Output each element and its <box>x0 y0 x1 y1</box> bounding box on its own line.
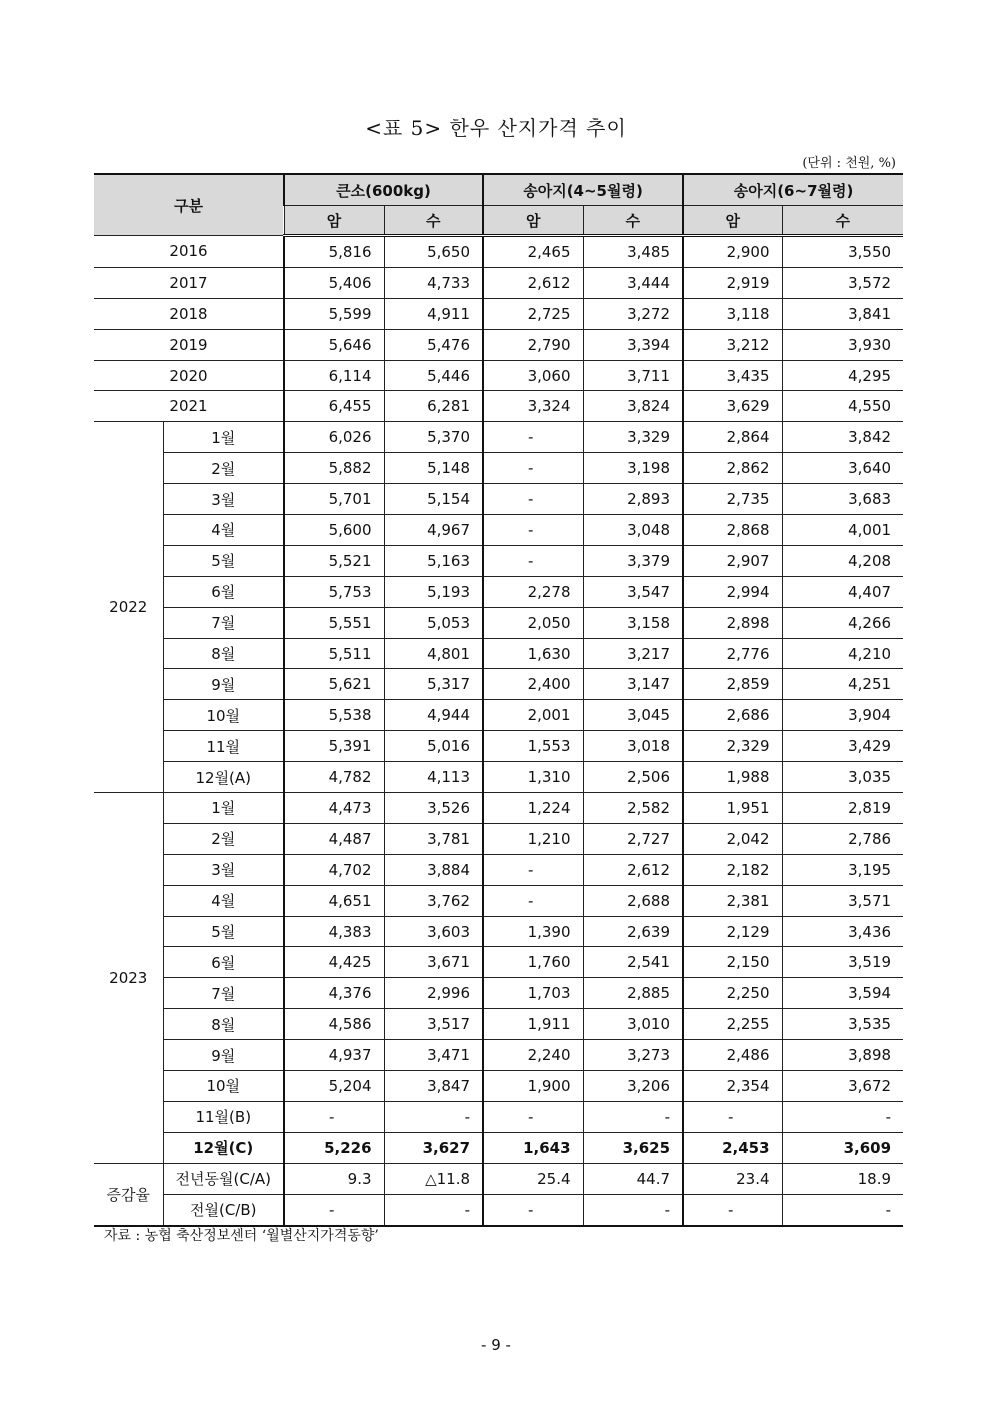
table-row <box>94 1194 903 1225</box>
table-cell: 2,486 <box>683 1040 782 1071</box>
table-cell: 3,841 <box>782 298 903 329</box>
page-title: <표 5> 한우 산지가격 추이 <box>365 116 627 140</box>
month-label: 11월(B) <box>163 1101 284 1132</box>
header-group-calf-6-7: 송아지(6~7월령) <box>683 174 903 206</box>
table-cell: 2,727 <box>583 823 683 854</box>
table-cell: 3,517 <box>384 1009 483 1040</box>
table-body <box>94 236 903 1226</box>
row-label: 2016 <box>94 236 284 268</box>
row-label: 2019 <box>94 329 284 360</box>
table-cell: 2,688 <box>583 885 683 916</box>
table-row <box>94 947 903 978</box>
table-cell: - <box>284 1194 384 1225</box>
table-cell: 4,251 <box>782 669 903 700</box>
table-cell: 2,506 <box>583 762 683 793</box>
table-cell: 5,599 <box>284 298 384 329</box>
table-cell: 5,016 <box>384 731 483 762</box>
table-cell: 4,967 <box>384 515 483 546</box>
table-cell: 5,511 <box>284 638 384 669</box>
table-cell: 4,944 <box>384 700 483 731</box>
table-cell: 5,154 <box>384 484 483 515</box>
table-cell: △11.8 <box>384 1163 483 1194</box>
table-cell: - <box>583 1194 683 1225</box>
table-cell: - <box>583 1101 683 1132</box>
table-cell: 4,782 <box>284 762 384 793</box>
table-cell: 5,551 <box>284 607 384 638</box>
table-cell: 4,801 <box>384 638 483 669</box>
table-cell: 3,671 <box>384 947 483 978</box>
month-label: 6월 <box>163 576 284 607</box>
table-cell: 2,725 <box>483 298 583 329</box>
table-row <box>94 607 903 638</box>
table-cell: - <box>483 885 583 916</box>
month-label: 1월 <box>163 422 284 453</box>
table-cell: 2,255 <box>683 1009 782 1040</box>
table-cell: 4,487 <box>284 823 384 854</box>
table-cell: 3,519 <box>782 947 903 978</box>
table-cell: 3,206 <box>583 1071 683 1102</box>
table-cell: 3,435 <box>683 360 782 391</box>
table-cell: 2,050 <box>483 607 583 638</box>
table-cell: 4,733 <box>384 267 483 298</box>
table-cell: 3,436 <box>782 916 903 947</box>
table-cell: 4,001 <box>782 515 903 546</box>
table-cell: 5,476 <box>384 329 483 360</box>
header-female: 암 <box>483 206 583 236</box>
change-row-label: 전월(C/B) <box>163 1194 284 1225</box>
month-label: 2월 <box>163 823 284 854</box>
table-cell: - <box>483 484 583 515</box>
table-cell: 2,278 <box>483 576 583 607</box>
month-label: 12월(A) <box>163 762 284 793</box>
table-cell: 4,208 <box>782 545 903 576</box>
table-cell: 3,158 <box>583 607 683 638</box>
table-cell: 25.4 <box>483 1163 583 1194</box>
table-cell: 4,937 <box>284 1040 384 1071</box>
table-row <box>94 329 903 360</box>
table-cell: 2,864 <box>683 422 782 453</box>
month-label: 6월 <box>163 947 284 978</box>
table-cell: 3,010 <box>583 1009 683 1040</box>
table-cell: 3,594 <box>782 978 903 1009</box>
table-cell: - <box>483 545 583 576</box>
table-cell: 2,994 <box>683 576 782 607</box>
table-row <box>94 1163 903 1194</box>
table-cell: 3,035 <box>782 762 903 793</box>
source-note: 자료 : 농협 축산정보센터 ‘월별산지가격동향’ <box>104 1228 379 1244</box>
table-row <box>94 391 903 422</box>
table-cell: 5,521 <box>284 545 384 576</box>
table-row <box>94 669 903 700</box>
table-cell: 1,210 <box>483 823 583 854</box>
table-cell: 3,272 <box>583 298 683 329</box>
table-cell: 3,198 <box>583 453 683 484</box>
table-cell: 1,310 <box>483 762 583 793</box>
table-row <box>94 854 903 885</box>
table-row <box>94 1132 903 1163</box>
month-label: 8월 <box>163 638 284 669</box>
table-row <box>94 638 903 669</box>
row-label: 2020 <box>94 360 284 391</box>
month-label: 9월 <box>163 1040 284 1071</box>
table-row <box>94 453 903 484</box>
table-cell: 1,643 <box>483 1132 583 1163</box>
table-cell: 5,406 <box>284 267 384 298</box>
table-cell: 3,147 <box>583 669 683 700</box>
table-cell: 6,281 <box>384 391 483 422</box>
header-group-calf-4-5: 송아지(4~5월령) <box>483 174 683 206</box>
table-cell: 4,210 <box>782 638 903 669</box>
table-cell: 5,600 <box>284 515 384 546</box>
table-cell: 3,018 <box>583 731 683 762</box>
table-cell: 5,646 <box>284 329 384 360</box>
table-cell: 3,609 <box>782 1132 903 1163</box>
table-cell: 3,118 <box>683 298 782 329</box>
table-cell: 4,550 <box>782 391 903 422</box>
header-male: 수 <box>583 206 683 236</box>
table-cell: 4,113 <box>384 762 483 793</box>
table-cell: 2,400 <box>483 669 583 700</box>
table-cell: 2,898 <box>683 607 782 638</box>
table-cell: 2,182 <box>683 854 782 885</box>
month-label: 2월 <box>163 453 284 484</box>
row-label: 2017 <box>94 267 284 298</box>
table-cell: 3,824 <box>583 391 683 422</box>
change-row-label: 전년동월(C/A) <box>163 1163 284 1194</box>
table-row <box>94 484 903 515</box>
table-cell: 5,204 <box>284 1071 384 1102</box>
table-cell: 5,391 <box>284 731 384 762</box>
table-cell: 2,893 <box>583 484 683 515</box>
table-cell: 2,790 <box>483 329 583 360</box>
table-cell: 3,324 <box>483 391 583 422</box>
table-cell: 23.4 <box>683 1163 782 1194</box>
table-cell: 5,753 <box>284 576 384 607</box>
price-table <box>94 173 903 1227</box>
table-cell: 2,240 <box>483 1040 583 1071</box>
table-cell: 1,390 <box>483 916 583 947</box>
table-cell: 3,535 <box>782 1009 903 1040</box>
table-cell: 5,701 <box>284 484 384 515</box>
table-cell: 4,383 <box>284 916 384 947</box>
header-female: 암 <box>284 206 384 236</box>
table-cell: 5,538 <box>284 700 384 731</box>
table-row <box>94 1101 903 1132</box>
month-label: 9월 <box>163 669 284 700</box>
month-label: 7월 <box>163 978 284 1009</box>
table-cell: 1,760 <box>483 947 583 978</box>
table-cell: 3,781 <box>384 823 483 854</box>
table-cell: 1,900 <box>483 1071 583 1102</box>
table-cell: 5,226 <box>284 1132 384 1163</box>
table-cell: 3,217 <box>583 638 683 669</box>
table-cell: 4,473 <box>284 793 384 824</box>
table-cell: 2,354 <box>683 1071 782 1102</box>
table-cell: 3,195 <box>782 854 903 885</box>
table-cell: 9.3 <box>284 1163 384 1194</box>
table-cell: - <box>782 1101 903 1132</box>
table-row <box>94 823 903 854</box>
table-cell: 3,640 <box>782 453 903 484</box>
table-row <box>94 731 903 762</box>
table-cell: 2,639 <box>583 916 683 947</box>
table-row <box>94 916 903 947</box>
table-cell: 3,045 <box>583 700 683 731</box>
table-cell: 2,582 <box>583 793 683 824</box>
table-cell: 1,911 <box>483 1009 583 1040</box>
table-cell: 2,453 <box>683 1132 782 1163</box>
row-label: 2018 <box>94 298 284 329</box>
table-cell: 3,627 <box>384 1132 483 1163</box>
table-cell: 3,379 <box>583 545 683 576</box>
table-cell: 1,630 <box>483 638 583 669</box>
month-label: 10월 <box>163 1071 284 1102</box>
table-cell: 5,446 <box>384 360 483 391</box>
table-cell: - <box>483 1101 583 1132</box>
header-female: 암 <box>683 206 782 236</box>
table-cell: 1,988 <box>683 762 782 793</box>
table-cell: 3,930 <box>782 329 903 360</box>
table-cell: 1,553 <box>483 731 583 762</box>
year-label: 2023 <box>94 793 163 1164</box>
month-label: 11월 <box>163 731 284 762</box>
table-cell: 4,407 <box>782 576 903 607</box>
table-cell: 5,816 <box>284 236 384 268</box>
table-cell: 3,571 <box>782 885 903 916</box>
table-row <box>94 576 903 607</box>
table-cell: 5,370 <box>384 422 483 453</box>
header-group-cattle: 큰소(600kg) <box>284 174 483 206</box>
year-label: 2022 <box>94 422 163 793</box>
month-label: 8월 <box>163 1009 284 1040</box>
table-cell: 4,266 <box>782 607 903 638</box>
table-cell: 3,603 <box>384 916 483 947</box>
table-cell: 2,996 <box>384 978 483 1009</box>
table-cell: 3,444 <box>583 267 683 298</box>
table-cell: 2,868 <box>683 515 782 546</box>
table-row <box>94 1040 903 1071</box>
table-cell: 5,882 <box>284 453 384 484</box>
table-cell: 5,163 <box>384 545 483 576</box>
table-cell: 3,842 <box>782 422 903 453</box>
table-cell: 2,150 <box>683 947 782 978</box>
table-cell: 2,907 <box>683 545 782 576</box>
table-cell: 44.7 <box>583 1163 683 1194</box>
table-cell: - <box>483 854 583 885</box>
table-cell: 3,572 <box>782 267 903 298</box>
table-cell: 4,586 <box>284 1009 384 1040</box>
table-row <box>94 422 903 453</box>
table-cell: 2,819 <box>782 793 903 824</box>
table-cell: 3,547 <box>583 576 683 607</box>
table-row <box>94 515 903 546</box>
table-cell: 3,329 <box>583 422 683 453</box>
table-cell: 3,471 <box>384 1040 483 1071</box>
table-row <box>94 236 903 268</box>
table-cell: 5,053 <box>384 607 483 638</box>
table-cell: 3,485 <box>583 236 683 268</box>
table-cell: 4,911 <box>384 298 483 329</box>
table-row <box>94 1009 903 1040</box>
table-cell: 2,381 <box>683 885 782 916</box>
table-cell: 1,703 <box>483 978 583 1009</box>
table-cell: 3,394 <box>583 329 683 360</box>
table-cell: 3,429 <box>782 731 903 762</box>
table-cell: 3,672 <box>782 1071 903 1102</box>
table-cell: - <box>384 1101 483 1132</box>
table-row <box>94 267 903 298</box>
table-cell: 4,425 <box>284 947 384 978</box>
page-number: - 9 - <box>481 1336 511 1354</box>
table-row <box>94 762 903 793</box>
table-cell: 2,686 <box>683 700 782 731</box>
table-cell: 2,919 <box>683 267 782 298</box>
table-cell: 2,859 <box>683 669 782 700</box>
table-cell: 2,541 <box>583 947 683 978</box>
month-label: 5월 <box>163 916 284 947</box>
month-label: 3월 <box>163 854 284 885</box>
table-cell: 2,885 <box>583 978 683 1009</box>
table-cell: 3,625 <box>583 1132 683 1163</box>
month-label: 12월(C) <box>163 1132 284 1163</box>
table-cell: 2,129 <box>683 916 782 947</box>
month-label: 5월 <box>163 545 284 576</box>
table-cell: 5,650 <box>384 236 483 268</box>
table-cell: 3,212 <box>683 329 782 360</box>
table-cell: 3,847 <box>384 1071 483 1102</box>
table-cell: 3,048 <box>583 515 683 546</box>
table-row <box>94 360 903 391</box>
table-cell: 2,776 <box>683 638 782 669</box>
table-row <box>94 978 903 1009</box>
table-cell: 4,651 <box>284 885 384 916</box>
table-cell: - <box>782 1194 903 1225</box>
table-cell: 4,376 <box>284 978 384 1009</box>
table-cell: 4,295 <box>782 360 903 391</box>
table-row <box>94 793 903 824</box>
table-cell: 2,900 <box>683 236 782 268</box>
table-cell: - <box>284 1101 384 1132</box>
table-cell: 2,465 <box>483 236 583 268</box>
table-cell: 5,621 <box>284 669 384 700</box>
table-row <box>94 700 903 731</box>
table-cell: 3,060 <box>483 360 583 391</box>
table-cell: 3,711 <box>583 360 683 391</box>
month-label: 1월 <box>163 793 284 824</box>
table-row <box>94 1071 903 1102</box>
table-cell: - <box>483 1194 583 1225</box>
table-cell: - <box>683 1194 782 1225</box>
table-cell: 5,148 <box>384 453 483 484</box>
table-cell: 1,224 <box>483 793 583 824</box>
table-cell: 1,951 <box>683 793 782 824</box>
table-cell: 3,762 <box>384 885 483 916</box>
table-cell: 3,884 <box>384 854 483 885</box>
table-cell: - <box>384 1194 483 1225</box>
table-cell: - <box>483 453 583 484</box>
table-cell: 6,026 <box>284 422 384 453</box>
month-label: 10월 <box>163 700 284 731</box>
month-label: 3월 <box>163 484 284 515</box>
table-cell: 2,612 <box>583 854 683 885</box>
table-cell: - <box>483 515 583 546</box>
table-row <box>94 885 903 916</box>
month-label: 4월 <box>163 885 284 916</box>
header-category: 구분 <box>94 174 284 236</box>
table-row <box>94 545 903 576</box>
table-cell: 2,329 <box>683 731 782 762</box>
table-cell: 3,550 <box>782 236 903 268</box>
table-cell: - <box>483 422 583 453</box>
table-cell: 2,612 <box>483 267 583 298</box>
table-cell: 6,114 <box>284 360 384 391</box>
table-cell: 6,455 <box>284 391 384 422</box>
change-rate-label: 증감율 <box>94 1163 163 1225</box>
row-label: 2021 <box>94 391 284 422</box>
table-cell: 5,317 <box>384 669 483 700</box>
table-row <box>94 298 903 329</box>
table-cell: 4,702 <box>284 854 384 885</box>
table-cell: - <box>683 1101 782 1132</box>
table-cell: 18.9 <box>782 1163 903 1194</box>
table-cell: 3,904 <box>782 700 903 731</box>
month-label: 4월 <box>163 515 284 546</box>
header-male: 수 <box>782 206 903 236</box>
table-cell: 2,001 <box>483 700 583 731</box>
table-cell: 2,862 <box>683 453 782 484</box>
table-cell: 2,735 <box>683 484 782 515</box>
table-cell: 2,042 <box>683 823 782 854</box>
month-label: 7월 <box>163 607 284 638</box>
table-cell: 3,683 <box>782 484 903 515</box>
unit-note: (단위 : 천원, %) <box>802 156 896 171</box>
table-cell: 3,898 <box>782 1040 903 1071</box>
table-cell: 2,786 <box>782 823 903 854</box>
table-cell: 5,193 <box>384 576 483 607</box>
table-cell: 2,250 <box>683 978 782 1009</box>
table-cell: 3,629 <box>683 391 782 422</box>
table-cell: 3,273 <box>583 1040 683 1071</box>
table-cell: 3,526 <box>384 793 483 824</box>
header-male: 수 <box>384 206 483 236</box>
